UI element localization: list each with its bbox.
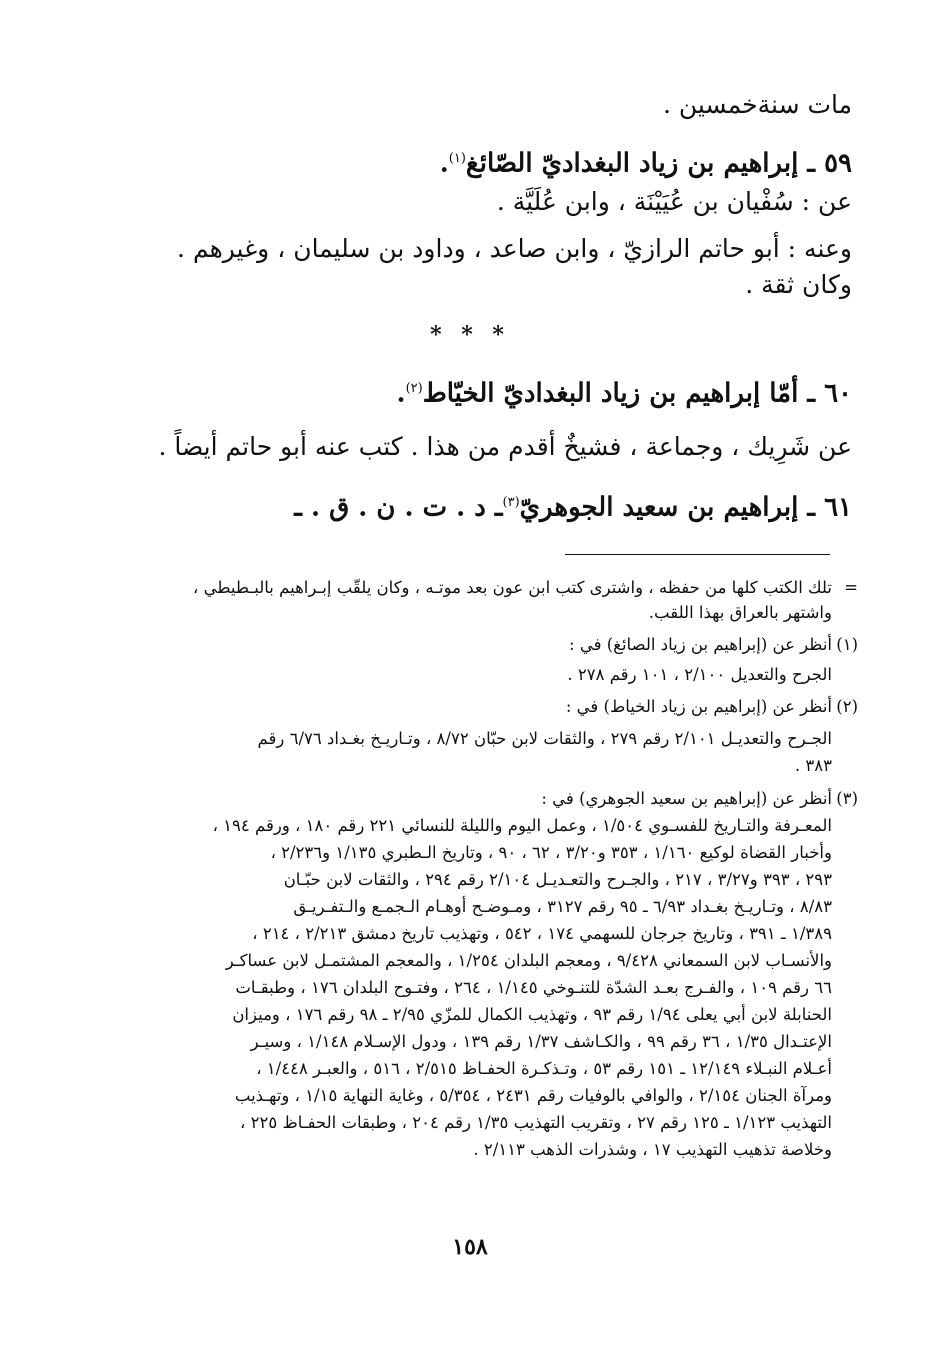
entry-61-sigla: ـ د . ت . ن . ق . ـ	[294, 492, 503, 523]
section-separator-stars: * * *	[430, 322, 510, 348]
entry-60-title: ٦٠ ـ أمّا إبراهيم بن زياد البغداديّ الخيّاط	[422, 378, 852, 409]
entry-59-narrators-to: وعنه : أبو حاتم الرازيّ ، وابن صاعد ، وداود بن سليمان ، وغيرهم .	[177, 234, 852, 263]
entry-59-end: .	[439, 148, 449, 179]
footnote-3-line: التهذيب ١/١٢٣ ـ ١٢٥ رقم ٢٧ ، وتقريب التهذيب ١/٣٥ رقم ٢٠٤ ، وطبقات الحفـاظ ٢٢٥ ،	[240, 1113, 832, 1132]
entry-59-heading	[110, 142, 852, 181]
footnote-3-line: ٨/٨٣ ، وتـاريـخ بغـداد ٦/٩٣ ـ ٩٥ رقم ٣١٢٧ ، ومـوضـح أوهـام الـجمـع والـتفـريـق	[293, 897, 832, 916]
footnote-2-line: الجـرح والتعديـل ٢/١٠١ رقم ٢٧٩ ، والثقات لابن حبّان ٨/٧٢ ، وتـاريـخ بغـداد ٦/٧٦ رقم	[257, 729, 832, 748]
footnote-3-line: الحنابلة لابن أبي يعلى ١/٩٤ رقم ٩٣ ، وتهذيب الكمال للمزّي ٢/٩٥ ـ ٩٨ رقم ١٧٦ ، وميزان	[232, 1005, 832, 1024]
footnote-3-line: والأنسـاب لابن السمعاني ٩/٤٢٨ ، ومعجم البلدان ١/٢٥٤ ، والمعجم المشتمـل لابن عساكـر	[225, 951, 832, 970]
footnote-1-line: الجرح والتعديل ٢/١٠٠ ، ١٠١ رقم ٢٧٨ .	[567, 665, 832, 684]
footnote-ref-3: (٣)	[502, 495, 520, 510]
footnote-3-line: ٦٦ رقم ١٠٩ ، والفـرج بعـد الشدّة للتنـوخي ١/١٤٥ ، ٢٦٤ ، وفتـوح البلدان ١٧٦ ، وطبقـات	[235, 978, 832, 997]
footnote-continuation-mark: =	[844, 578, 858, 597]
footnote-ref-2: (٢)	[405, 381, 423, 396]
footnote-continuation-line: تلك الكتب كلها من حفظه ، واشترى كتب ابن عون بعد موتـه ، وكان يلقّب إبـراهيم بالبـطيطي ،	[193, 578, 832, 597]
entry-60-text: عن شَرِيك ، وجماعة ، فشيخٌ أقدم من هذا . كتب عنه أبو حاتم أيضاً .	[158, 432, 852, 461]
footnote-3-line: ومرآة الجنان ٢/١٥٤ ، والوافي بالوفيات رقم ٢٤٣١ ، ٥/٣٥٤ ، وغاية النهاية ١/١٥ ، وتهـذيب	[234, 1086, 832, 1105]
footnote-1-mark: (١)	[836, 635, 858, 654]
footnote-3-line: وخلاصة تذهيب التهذيب ١٧ ، وشذرات الذهب ٢/١١٣ .	[473, 1140, 832, 1159]
footnote-3-line: وأخبار القضاة لوكيع ١/١٦٠ ، ٣٥٣ و٣/٢٠ ، ٦٢ ، ٩٠ ، وتاريخ الـطبري ١/١٣٥ و٢/٢٣٦ ،	[270, 843, 832, 862]
entry-59-grading: وكان ثقة .	[745, 270, 852, 299]
text-line-top: مات سنةخمسين .	[662, 90, 852, 119]
entry-61-title: ٦١ ـ إبراهيم بن سعيد الجوهريّ	[519, 492, 852, 523]
footnote-ref-1: (١)	[448, 151, 466, 166]
page-number: ١٥٨	[452, 1234, 488, 1260]
entry-60-heading	[110, 372, 852, 411]
footnote-3-line: ١/٣٨٩ ـ ٣٩١ ، وتاريخ جرجان للسهمي ١٧٤ ، ٥٤٢ ، وتهذيب تاريخ دمشق ٢/٢١٣ ، ٢١٤ ،	[252, 924, 832, 943]
footnote-3-line: أنظر عن (إبراهيم بن سعيد الجوهري) في :	[541, 789, 832, 808]
entry-59-narrators-from: عن : سُفْيان بن عُيَيْنَة ، وابن عُلَيَّة .	[496, 187, 852, 216]
footnote-3-mark: (٣)	[836, 789, 858, 808]
footnote-continuation-line: واشتهر بالعراق بهذا اللقب.	[648, 603, 832, 622]
footnote-2-mark: (٢)	[836, 697, 858, 716]
entry-61-heading	[110, 486, 852, 525]
footnote-2-line: أنظر عن (إبراهيم بن زياد الخياط) في :	[565, 697, 832, 716]
footnote-3-line: أعـلام النبـلاء ١٢/١٤٩ ـ ١٥١ رقم ٥٣ ، وتـذكـرة الحفـاظ ٢/٥١٥ ، ٥١٦ ، والعبـر ١/٤٤٨ ،	[256, 1059, 832, 1078]
entry-60-end: .	[396, 378, 406, 409]
entry-59-title: ٥٩ ـ إبراهيم بن زياد البغداديّ الصّائغ	[465, 148, 852, 179]
footnote-3-line: المعـرفة والتـاريخ للفسـوي ١/٥٠٤ ، وعمل اليوم والليلة للنسائي ٢٢١ رقم ١٨٠ ، ورقم ١٩٤ ،	[212, 816, 832, 835]
footnote-3-line: ٢٩٣ ، ٣٩٣ و٣/٢٧ ، ٢١٧ ، والجـرح والتعـديـل ٢/١٠٤ رقم ٢٩٤ ، والثقات لابن حبّـان	[283, 870, 832, 889]
footnote-separator-rule	[565, 554, 830, 555]
footnote-2-line: ٣٨٣ .	[794, 756, 832, 775]
footnote-3-line: الإعتـدال ١/٣٥ ، ٣٦ رقم ٩٩ ، والكـاشف ١/٣٧ رقم ١٣٩ ، ودول الإسـلام ١/١٤٨ ، وسيـر	[250, 1032, 832, 1051]
footnote-1-line: أنظر عن (إبراهيم بن زياد الصائغ) في :	[569, 635, 832, 654]
